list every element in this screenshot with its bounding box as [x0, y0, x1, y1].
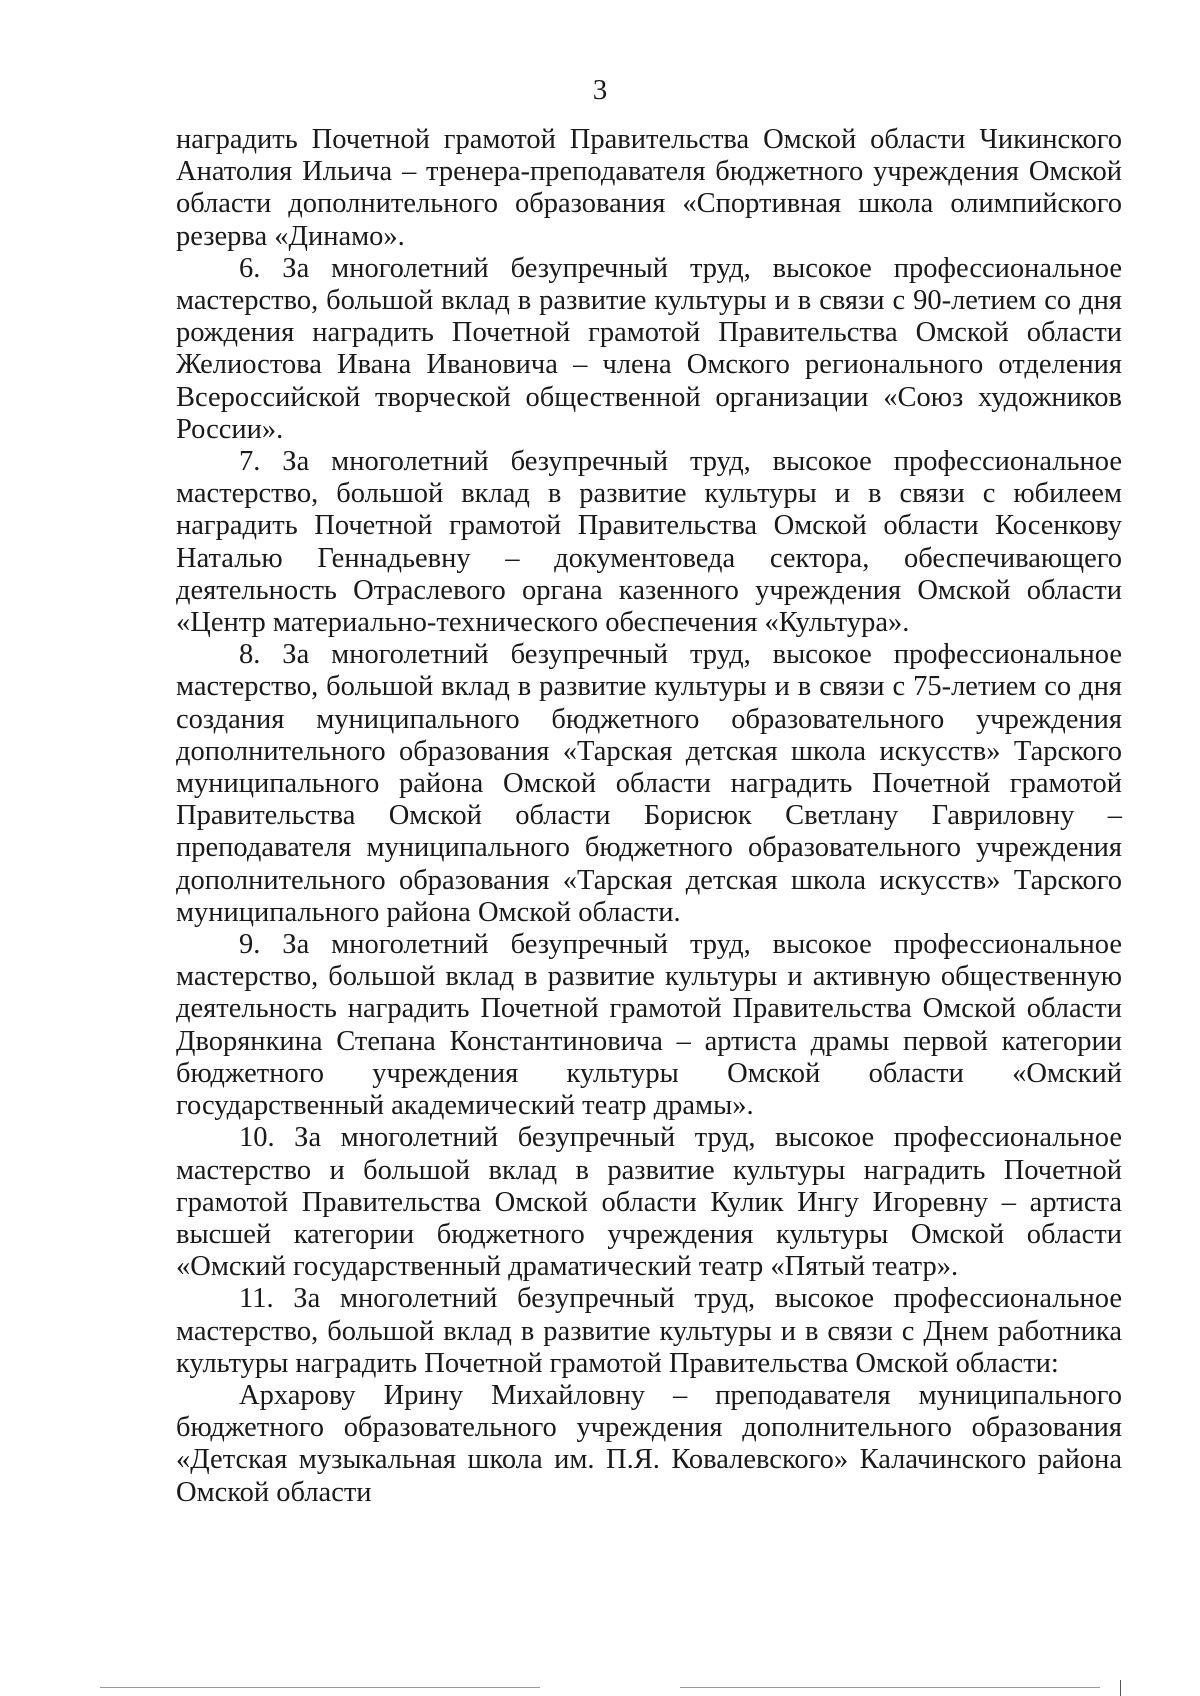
paragraph-item-6: 6. За многолетний безупречный труд, высокое профессиональное мастерство, большой вклад в развитие культуры и в связи с 90-летием со дня рождения наградить Почетной грамотой Правительства Омской области Желиостова Ивана Ивановича – члена Омского регионального отделения Всероссийской творческой общественной организации «Союз художников России».	[176, 252, 1122, 445]
paragraph-item-11: 11. За многолетний безупречный труд, высокое профессиональное мастерство, большой вклад в развитие культуры и в связи с Днем работника культуры наградить Почетной грамотой Правительства Омской области:	[176, 1283, 1122, 1379]
paragraph-item-9: 9. За многолетний безупречный труд, высокое профессиональное мастерство, большой вклад в развитие культуры и активную общественную деятельность наградить Почетной грамотой Правительства Омской области Дворянкина Степана Константиновича – артиста драмы первой категории бюджетного учреждения культуры Омской области «Омский государственный академический театр драмы».	[176, 929, 1122, 1122]
page-number: 3	[592, 74, 608, 106]
paragraph-continuation: наградить Почетной грамотой Правительства Омской области Чикинского Анатолия Ильича – тренера-преподавателя бюджетного учреждения Омской области дополнительного образования «Спортивная школа олимпийского резерва «Динамо».	[176, 124, 1122, 252]
scan-edge-line-left	[100, 1687, 540, 1688]
document-body	[176, 124, 1122, 1509]
paragraph-awardee: Архарову Ирину Михайловну – преподавателя муниципального бюджетного образовательного учреждения дополнительного образования «Детская музыкальная школа им. П.Я. Ковалевского» Калачинского района Омской области	[176, 1379, 1122, 1508]
paragraph-item-10: 10. За многолетний безупречный труд, высокое профессиональное мастерство и большой вклад в развитие культуры наградить Почетной грамотой Правительства Омской области Кулик Ингу Игоревну – артиста высшей категории бюджетного учреждения культуры Омской области «Омский государственный драматический театр «Пятый театр».	[176, 1122, 1122, 1283]
scan-edge-line-right	[680, 1687, 1100, 1688]
paragraph-item-8: 8. За многолетний безупречный труд, высокое профессиональное мастерство, большой вклад в развитие культуры и в связи с 75-летием со дня создания муниципального бюджетного образовательного учреждения дополнительного образования «Тарская детская школа искусств» Тарского муниципального района Омской области наградить Почетной грамотой Правительства Омской области Борисюк Светлану Гавриловну – преподавателя муниципального бюджетного образовательного учреждения дополнительного образования «Тарская детская школа искусств» Тарского муниципального района Омской области.	[176, 639, 1122, 928]
paragraph-item-7: 7. За многолетний безупречный труд, высокое профессиональное мастерство, большой вклад в развитие культуры и в связи с юбилеем наградить Почетной грамотой Правительства Омской области Косенкову Наталью Геннадьевну – документоведа сектора, обеспечивающего деятельность Отраслевого органа казенного учреждения Омской области «Центр материально-технического обеспечения «Культура».	[176, 446, 1122, 639]
scan-edge-mark	[1120, 1680, 1121, 1696]
